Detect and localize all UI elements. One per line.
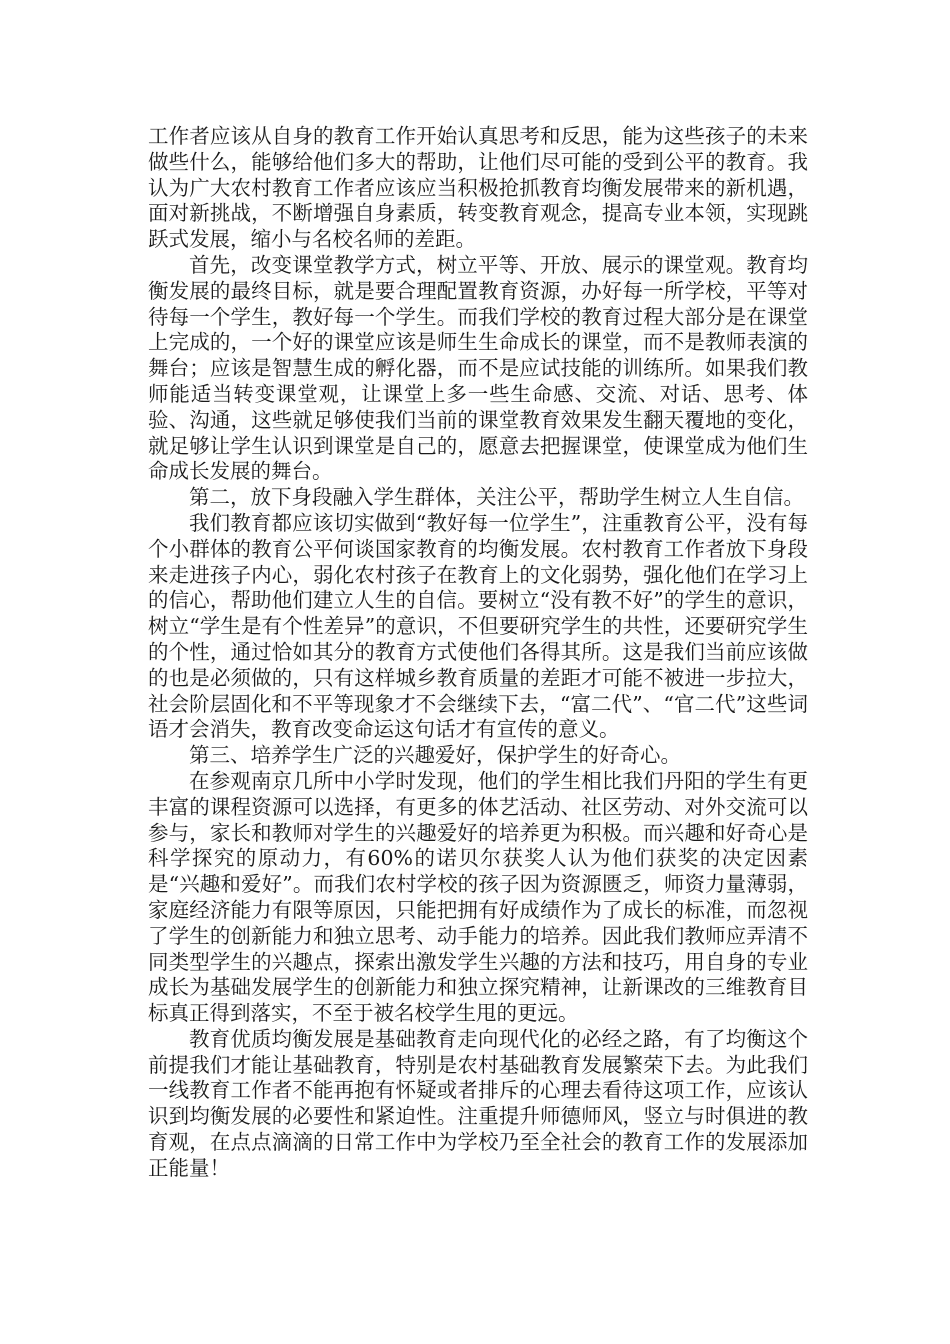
paragraph-third-point: 在参观南京几所中小学时发现，他们的学生相比我们丹阳的学生有更丰富的课程资源可以选择，有更多的体艺活动、社区劳动、对外交流可以参与，家长和教师对学生的兴趣爱好的培养更为积极。而兴趣和好奇心是科学探究的原动力，有60%的诺贝尔获奖人认为他们获奖的决定因素是“兴趣和爱好”。而我们农村学校的孩子因为资源匮乏，师资力量薄弱，家庭经济能力有限等原因，只能把拥有好成绩作为了成长的标准，而忽视了学生的创新能力和独立思考、动手能力的培养。因此我们教师应弄清不同类型学生的兴趣点，探索出激发学生兴趣的方法和技巧，用自身的专业成长为基础发展学生的创新能力和独立探究精神，让新课改的三维教育目标真正得到落实，不至于被名校学生甩的更远。 <box>148 768 808 1026</box>
paragraph-second-point: 我们教育都应该切实做到“教好每一位学生”，注重教育公平，没有每个小群体的教育公平何谈国家教育的均衡发展。农村教育工作者放下身段来走进孩子内心，弱化农村孩子在教育上的文化弱势，强化他们在学习上的信心，帮助他们建立人生的自信。要树立“没有教不好”的学生的意识，树立“学生是有个性差异”的意识，不但要研究学生的共性，还要研究学生的个性，通过恰如其分的教育方式使他们各得其所。这是我们当前应该做的也是必须做的，只有这样城乡教育质量的差距才可能不被进一步拉大，社会阶层固化和不平等现象才不会继续下去，“富二代”、“官二代”这些词语才会消失，教育改变命运这句话才有宣传的意义。 <box>148 510 808 742</box>
paragraph-continuation: 工作者应该从自身的教育工作开始认真思考和反思，能为这些孩子的未来做些什么，能够给他们多大的帮助，让他们尽可能的受到公平的教育。我认为广大农村教育工作者应该应当积极抢抓教育均衡发展带来的新机遇，面对新挑战，不断增强自身素质，转变教育观念，提高专业本领，实现跳跃式发展，缩小与名校名师的差距。 <box>148 124 808 252</box>
paragraph-third-heading: 第三、培养学生广泛的兴趣爱好，保护学生的好奇心。 <box>189 743 681 768</box>
paragraph-conclusion: 教育优质均衡发展是基础教育走向现代化的必经之路，有了均衡这个前提我们才能让基础教育，特别是农村基础教育发展繁荣下去。为此我们一线教育工作者不能再抱有怀疑或者排斥的心理去看待这项工作，应该认识到均衡发展的必要性和紧迫性。注重提升师德师风，竖立与时俱进的教育观，在点点滴滴的日常工作中为学校乃至全社会的教育工作的发展添加正能量！ <box>148 1026 808 1180</box>
paragraph-second-heading: 第二，放下身段融入学生群体，关注公平，帮助学生树立人生自信。 <box>189 485 804 510</box>
paragraph-first-point: 首先，改变课堂教学方式，树立平等、开放、展示的课堂观。教育均衡发展的最终目标，就是要合理配置教育资源，办好每一所学校，平等对待每一个学生，教好每一个学生。而我们学校的教育过程大部分是在课堂上完成的，一个好的课堂应该是师生生命成长的课堂，而不是教师表演的舞台；应该是智慧生成的孵化器，而不是应试技能的训练所。如果我们教师能适当转变课堂观，让课堂上多一些生命感、交流、对话、思考、体验、沟通，这些就足够使我们当前的课堂教育效果发生翻天覆地的变化，就足够让学生认识到课堂是自己的，愿意去把握课堂，使课堂成为他们生命成长发展的舞台。 <box>148 252 808 484</box>
document-body <box>148 124 808 1182</box>
